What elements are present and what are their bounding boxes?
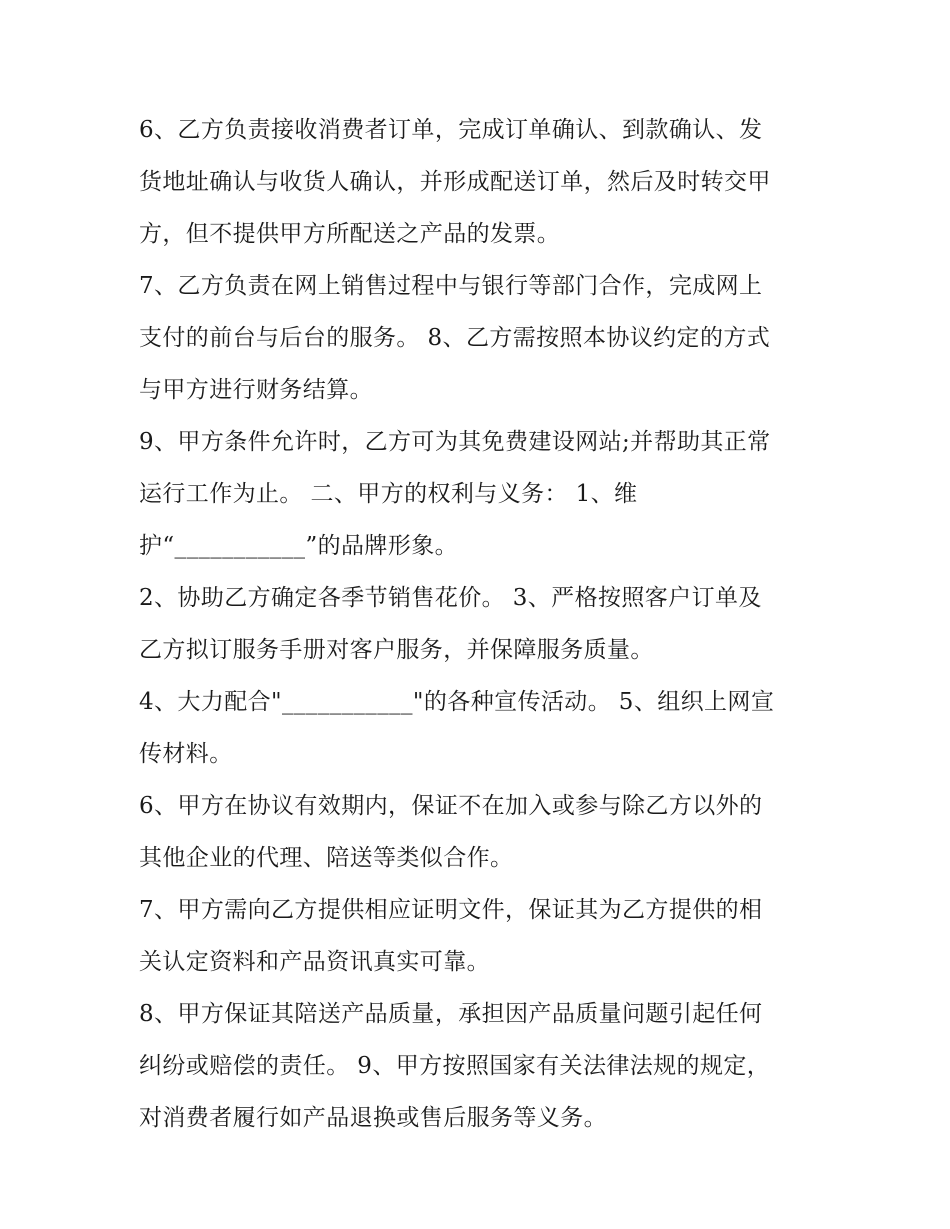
text-line: 货地址确认与收货人确认，并形成配送订单，然后及时转交甲	[139, 169, 771, 195]
text-line: 关认定资料和产品资讯真实可靠。	[139, 949, 490, 975]
text-line: 对消费者履行如产品退换或售后服务等义务。	[139, 1105, 607, 1131]
text-line: 护“___________”的品牌形象。	[139, 533, 459, 559]
text-line: 运行工作为止。 二、甲方的权利与义务： 1、维	[139, 481, 638, 507]
text-line: 乙方拟订服务手册对客户服务，并保障服务质量。	[139, 637, 654, 663]
text-line: 其他企业的代理、陪送等类似合作。	[139, 845, 514, 871]
text-line: 方，但不提供甲方所配送之产品的发票。	[139, 221, 561, 247]
text-line: 与甲方进行财务结算。	[139, 377, 373, 403]
text-line: 7、乙方负责在网上销售过程中与银行等部门合作，完成网上	[139, 273, 763, 299]
text-line: 6、乙方负责接收消费者订单，完成订单确认、到款确认、发	[139, 117, 763, 143]
text-line: 纠纷或赔偿的责任。 9、甲方按照国家有关法律法规的规定，	[139, 1053, 771, 1079]
text-line: 8、甲方保证其陪送产品质量，承担因产品质量问题引起任何	[139, 1001, 763, 1027]
text-line: 6、甲方在协议有效期内，保证不在加入或参与除乙方以外的	[139, 793, 763, 819]
text-line: 2、协助乙方确定各季节销售花价。 3、严格按照客户订单及	[139, 585, 762, 611]
text-line: 4、大力配合"___________"的各种宣传活动。 5、组织上网宣	[139, 689, 775, 715]
text-line: 7、甲方需向乙方提供相应证明文件，保证其为乙方提供的相	[139, 897, 763, 923]
document-body	[139, 104, 819, 1144]
text-line: 9、甲方条件允许时，乙方可为其免费建设网站;并帮助其正常	[139, 429, 771, 455]
text-line: 支付的前台与后台的服务。 8、乙方需按照本协议约定的方式	[139, 325, 771, 351]
text-line: 传材料。	[139, 741, 233, 767]
